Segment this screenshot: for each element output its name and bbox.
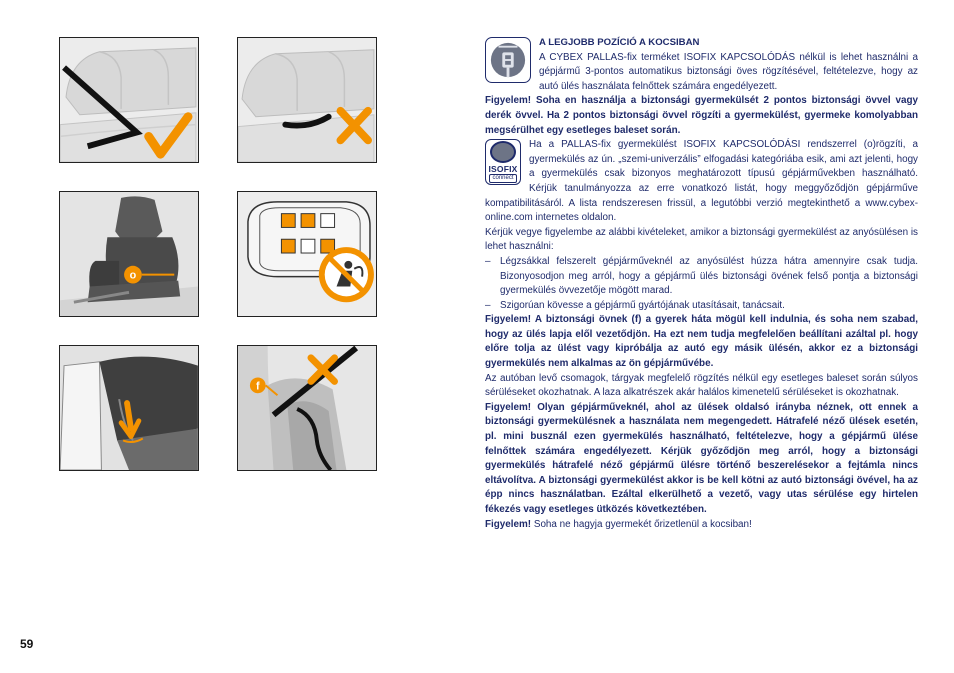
page-number: 59 (20, 637, 34, 651)
figure-3-illustration (60, 192, 198, 316)
isofix-connect-icon (485, 139, 521, 185)
figure-5-illustration (60, 346, 198, 470)
figure-car-top-view-airbag (237, 191, 377, 317)
warning-text: Soha ne hagyja gyermekét őrizetlenül a kocsiban! (531, 518, 752, 530)
figure-rear-bench-3point-belt (59, 37, 199, 163)
paragraph-isofix: Ha a PALLAS-fix gyermekülést ISOFIX KAPCSOLÓDÁSI rendszerrel (o)rögzíti, a gyermekülés az ún. „szemi-univerzális” elfogadási kategóriába esik, ami azt jelenti, hogy a gyermekülés csak bizonyos meghatározott típusú gépjárművekben használható. Kérjük tanulmányozza az erre vonatkozó listát, hogy meggyőződjön gépjárműve kompatibilitásáról. A lista rendszeresen frissül, a legutóbbi verzió megtekinthető a www.cybex-online.com internetes oldalon. (485, 139, 918, 224)
paragraph-belt-usage: A CYBEX PALLAS-fix terméket ISOFIX KAPCSOLÓDÁS nélkül is lehet használni a gépjármű 3-pontos automatikus biztonsági öves rögzítésével, feltételezve, hogy az autó ülés használata felnőttek számára engedélyezett. (539, 51, 918, 92)
warning-seat-orientation: Figyelem! Olyan gépjárműveknél, ahol az ülések oldalsó irányba néznek, ott ennek a biztonsági gyermekülésnek a használata nem megengedett. Hátrafelé néző ülések esetén, pl. mini busznál ezen gyermekülés használható, feltételezve, hogy a gépjármű ülése felnőttek számára engedélyezett. Kérjük győződjön meg arról, hogy a biztonsági gyermekülés hátrafelé néző gépjármű ülésre történő beszerelésekor a fejtámla nincs eltávolítva. A biztonsági gyermekülést akkor is be kell kötni az autó biztonsági övével, ha az épp nincs használatban. Ezáltal elkerülhető a vezető, vagy utas sérülése egy hirtelen fékezés vagy esetleges ütközés következtében. (485, 401, 918, 515)
warning-unattended (485, 518, 918, 533)
warning-2-point-belt: Figyelem! Soha en használja a biztonsági gyermekülsét 2 pontos biztonsági övvel vagy derék övvel. Ha 2 pontos biztonsági övvel rögzíti a gyermekülést, gyermeke komolyabban megsérülhet egy esetleges baleset során. (485, 95, 918, 136)
buckle-icon (485, 37, 531, 83)
warning-label: Figyelem! (485, 518, 532, 530)
isofix-brand: ISOFIX (488, 164, 518, 175)
figure-6-illustration (238, 346, 376, 470)
figure-4-illustration (238, 192, 376, 316)
figure-2-illustration (238, 38, 376, 162)
arrow-down-icon (127, 403, 131, 429)
warning-belt-routing: Figyelem! A biztonsági övnek (f) a gyerek háta mögül kell indulnia, és soha nem szabad, hogy az ülés lapja elől vezetődjön. Ha ezt nem tudja megfelelően beállítani azáltal pl. hogy előre tolja az ülést vagy kipróbálja az autó egy másik ülésén, akkor ez a biztonsági gyermekülés nem alkalmas az ön gépjárművébe. (485, 314, 918, 370)
figure-rear-bench-lap-belt (237, 37, 377, 163)
isofix-disc (490, 141, 516, 163)
figure-belt-guide (237, 345, 377, 471)
exceptions-list (485, 255, 918, 313)
figure-1-illustration (60, 38, 198, 162)
list-item: – Légzsákkal felszerelt gépjárműveknél az anyósülést húzza hátra amennyire csak tudja. Bizonyosodjon meg arról, hogy a gépjármű ülés biztonsági övének felső pontja a biztonsági gyermekülés övvezetője mögött marad. (485, 255, 918, 299)
isofix-connect-label: connect (489, 174, 516, 183)
label-o: o (129, 269, 137, 282)
paragraph-luggage: Az autóban levő csomagok, tárgyak megfelelő rögzítés nélkül egy esetleges baleset során súlyos sérüléseket okozhatnak. A laza alkatrészek akár halálos kimenetelű sérüléseket is okozhatnak. (485, 372, 918, 399)
figure-child-seat-arrow (59, 345, 199, 471)
label-f: f (255, 380, 260, 393)
list-item: – Szigorúan kövesse a gépjármű gyártójának utasításait, tanácsait. (485, 299, 918, 314)
paragraph-exceptions: Kérjük vegye figyelembe az alábbi kivételeket, amikor a biztonsági gyermekülést az anyósülésen is lehet használni: (485, 226, 918, 253)
instruction-text-column (485, 36, 918, 532)
figure-child-seat-isofix (59, 191, 199, 317)
section-heading: A LEGJOBB POZÍCIÓ A KOCSIBAN (539, 37, 700, 48)
